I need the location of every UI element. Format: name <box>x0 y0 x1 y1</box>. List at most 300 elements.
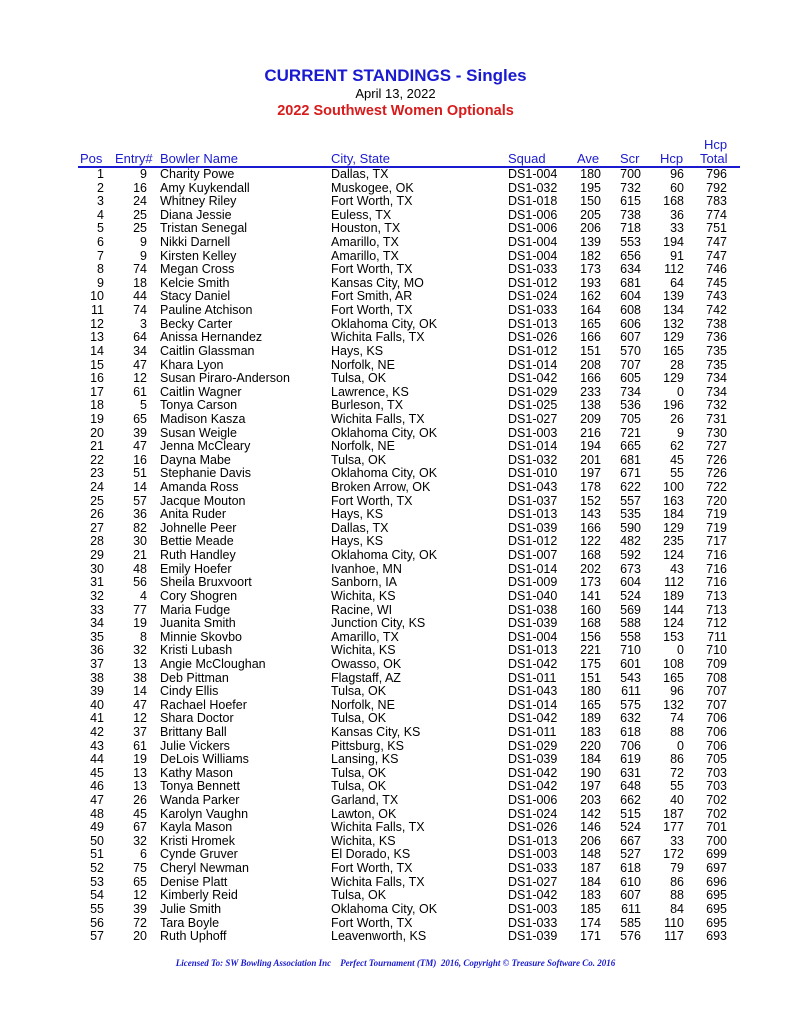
cell-city-state: Oklahoma City, OK <box>331 316 438 331</box>
cell-ave: 150 <box>580 194 601 209</box>
table-row <box>0 454 791 468</box>
cell-squad: DS1-033 <box>508 262 558 277</box>
cell-squad: DS1-014 <box>508 697 558 712</box>
table-row <box>0 481 791 495</box>
col-hcp-header: Hcp <box>660 151 684 166</box>
cell-entry: 37 <box>133 724 147 739</box>
cell-hcp: 165 <box>663 343 684 358</box>
cell-hcp: 134 <box>663 303 684 318</box>
cell-squad: DS1-042 <box>508 765 558 780</box>
cell-bowler-name: Stephanie Davis <box>160 466 252 481</box>
cell-entry: 82 <box>133 520 147 535</box>
cell-scr: 543 <box>620 670 641 685</box>
table-row <box>0 549 791 563</box>
cell-scr: 608 <box>620 303 641 318</box>
cell-hcp: 36 <box>670 207 684 222</box>
cell-ave: 139 <box>580 235 601 250</box>
cell-ave: 143 <box>580 507 601 522</box>
cell-city-state: Wichita Falls, TX <box>331 411 425 426</box>
cell-bowler-name: Bettie Meade <box>160 534 234 549</box>
table-row <box>0 195 791 209</box>
cell-hcp: 0 <box>677 738 684 753</box>
cell-squad: DS1-032 <box>508 452 558 467</box>
cell-city-state: Oklahoma City, OK <box>331 425 438 440</box>
cell-hcp-total: 693 <box>706 929 727 944</box>
cell-scr: 706 <box>620 738 641 753</box>
cell-pos: 24 <box>90 480 104 495</box>
cell-city-state: Fort Worth, TX <box>331 303 413 318</box>
cell-squad: DS1-026 <box>508 820 558 835</box>
cell-squad: DS1-004 <box>508 167 558 181</box>
cell-city-state: Norfolk, NE <box>331 697 395 712</box>
cell-entry: 64 <box>133 330 147 345</box>
cell-scr: 662 <box>620 793 641 808</box>
cell-bowler-name: Minnie Skovbo <box>160 629 242 644</box>
cell-pos: 25 <box>90 493 104 508</box>
cell-pos: 46 <box>90 779 104 794</box>
cell-hcp-total: 730 <box>706 425 727 440</box>
cell-hcp: 132 <box>663 316 684 331</box>
cell-ave: 201 <box>580 452 601 467</box>
cell-pos: 20 <box>90 425 104 440</box>
cell-hcp: 86 <box>670 752 684 767</box>
cell-entry: 14 <box>133 684 147 699</box>
cell-hcp: 117 <box>664 929 684 944</box>
cell-squad: DS1-007 <box>508 548 558 563</box>
cell-city-state: Oklahoma City, OK <box>331 548 438 563</box>
cell-ave: 173 <box>580 575 601 590</box>
cell-city-state: Racine, WI <box>331 602 393 617</box>
cell-bowler-name: Kimberly Reid <box>160 888 238 903</box>
cell-scr: 585 <box>620 915 641 930</box>
report-header <box>0 66 791 121</box>
cell-city-state: Dallas, TX <box>331 520 389 535</box>
cell-hcp: 33 <box>670 833 684 848</box>
footer <box>0 958 791 968</box>
cell-squad: DS1-033 <box>508 861 558 876</box>
table-row <box>0 644 791 658</box>
cell-bowler-name: Shara Doctor <box>160 711 234 726</box>
cell-hcp: 163 <box>663 493 684 508</box>
cell-hcp: 129 <box>663 330 684 345</box>
cell-bowler-name: Julie Smith <box>160 901 222 916</box>
cell-ave: 151 <box>580 670 601 685</box>
table-row <box>0 712 791 726</box>
cell-bowler-name: Madison Kasza <box>160 411 246 426</box>
cell-hcp-total: 695 <box>706 915 727 930</box>
cell-city-state: Euless, TX <box>331 207 392 222</box>
table-row <box>0 277 791 291</box>
cell-entry: 47 <box>133 697 147 712</box>
cell-ave: 209 <box>580 411 601 426</box>
cell-scr: 681 <box>620 452 641 467</box>
cell-hcp: 55 <box>670 466 684 481</box>
cell-squad: DS1-012 <box>508 275 558 290</box>
cell-hcp: 112 <box>664 575 684 590</box>
table-row <box>0 168 791 182</box>
cell-squad: DS1-042 <box>508 711 558 726</box>
cell-pos: 4 <box>97 207 104 222</box>
cell-city-state: Houston, TX <box>331 221 401 236</box>
cell-hcp: 110 <box>664 915 684 930</box>
cell-hcp-total: 734 <box>706 384 727 399</box>
cell-hcp-total: 706 <box>706 724 727 739</box>
table-row <box>0 794 791 808</box>
cell-bowler-name: Deb Pittman <box>160 670 229 685</box>
cell-pos: 48 <box>90 806 104 821</box>
cell-city-state: Oklahoma City, OK <box>331 466 438 481</box>
cell-entry: 19 <box>133 616 147 631</box>
table-row <box>0 685 791 699</box>
cell-entry: 39 <box>133 425 147 440</box>
table-row <box>0 182 791 196</box>
cell-pos: 52 <box>90 861 104 876</box>
cell-entry: 3 <box>140 316 147 331</box>
cell-entry: 12 <box>133 711 147 726</box>
cell-squad: DS1-027 <box>508 874 558 889</box>
cell-squad: DS1-003 <box>508 847 558 862</box>
cell-squad: DS1-013 <box>508 507 558 522</box>
cell-ave: 122 <box>580 534 601 549</box>
col-city-header: City, State <box>331 151 391 166</box>
cell-hcp: 112 <box>664 262 684 277</box>
cell-scr: 527 <box>620 847 641 862</box>
col-pos-header: Pos <box>80 151 103 166</box>
table-row <box>0 427 791 441</box>
cell-hcp: 62 <box>670 439 684 454</box>
cell-pos: 19 <box>90 411 104 426</box>
cell-scr: 604 <box>620 575 641 590</box>
cell-city-state: Kansas City, MO <box>331 275 424 290</box>
cell-pos: 2 <box>97 180 104 195</box>
table-row <box>0 359 791 373</box>
cell-city-state: Fort Worth, TX <box>331 493 413 508</box>
cell-pos: 16 <box>90 371 104 386</box>
cell-squad: DS1-042 <box>508 888 558 903</box>
cell-hcp-total: 722 <box>706 480 727 495</box>
cell-ave: 189 <box>580 711 601 726</box>
cell-scr: 515 <box>620 806 641 821</box>
cell-scr: 553 <box>620 235 641 250</box>
cell-squad: DS1-037 <box>508 493 558 508</box>
cell-entry: 38 <box>133 670 147 685</box>
cell-bowler-name: Caitlin Wagner <box>160 384 242 399</box>
cell-ave: 175 <box>580 656 601 671</box>
cell-bowler-name: Nikki Darnell <box>160 235 231 250</box>
cell-entry: 20 <box>133 929 147 944</box>
cell-hcp-total: 735 <box>706 357 727 372</box>
cell-city-state: Wichita Falls, TX <box>331 820 425 835</box>
cell-city-state: Lansing, KS <box>331 752 399 767</box>
footer-copyright: Perfect Tournament (TM) 2016, Copyright © Treasure Software Co. 2016 <box>340 958 616 968</box>
cell-pos: 38 <box>90 670 104 685</box>
table-row <box>0 903 791 917</box>
cell-ave: 233 <box>580 384 601 399</box>
cell-scr: 671 <box>620 466 641 481</box>
table-row <box>0 862 791 876</box>
cell-pos: 42 <box>90 724 104 739</box>
cell-bowler-name: Becky Carter <box>160 316 233 331</box>
cell-city-state: Fort Worth, TX <box>331 915 413 930</box>
cell-ave: 180 <box>580 684 601 699</box>
cell-hcp-total: 716 <box>706 561 727 576</box>
cell-hcp-total: 716 <box>706 548 727 563</box>
cell-hcp-total: 703 <box>706 765 727 780</box>
cell-entry: 25 <box>133 221 147 236</box>
col-total-header-line2: Total <box>700 151 728 166</box>
cell-hcp-total: 796 <box>706 167 727 181</box>
cell-bowler-name: Anissa Hernandez <box>160 330 263 345</box>
cell-hcp-total: 697 <box>706 861 727 876</box>
cell-ave: 178 <box>580 480 601 495</box>
cell-hcp: 129 <box>663 371 684 386</box>
cell-city-state: El Dorado, KS <box>331 847 411 862</box>
cell-scr: 590 <box>620 520 641 535</box>
cell-bowler-name: Emily Hoefer <box>160 561 232 576</box>
cell-pos: 6 <box>97 235 104 250</box>
cell-entry: 30 <box>133 534 147 549</box>
table-row <box>0 821 791 835</box>
cell-bowler-name: Cory Shogren <box>160 588 238 603</box>
cell-bowler-name: Diana Jessie <box>160 207 232 222</box>
cell-bowler-name: Cynde Gruver <box>160 847 238 862</box>
table-row <box>0 672 791 686</box>
table-row <box>0 318 791 332</box>
cell-pos: 12 <box>90 316 104 331</box>
cell-squad: DS1-039 <box>508 752 558 767</box>
cell-ave: 164 <box>580 303 601 318</box>
cell-ave: 193 <box>580 275 601 290</box>
cell-entry: 51 <box>133 466 147 481</box>
cell-hcp-total: 734 <box>706 371 727 386</box>
cell-bowler-name: Whitney Riley <box>160 194 237 209</box>
cell-hcp-total: 719 <box>706 520 727 535</box>
cell-city-state: Wichita Falls, TX <box>331 874 425 889</box>
cell-hcp: 28 <box>670 357 684 372</box>
cell-scr: 482 <box>620 534 641 549</box>
cell-hcp: 91 <box>670 248 684 263</box>
cell-scr: 605 <box>620 371 641 386</box>
cell-pos: 55 <box>90 901 104 916</box>
cell-hcp-total: 747 <box>706 235 727 250</box>
cell-entry: 67 <box>133 820 147 835</box>
col-entry-header: Entry# <box>115 151 153 166</box>
cell-entry: 18 <box>133 275 147 290</box>
cell-ave: 220 <box>580 738 601 753</box>
table-row <box>0 848 791 862</box>
cell-bowler-name: Rachael Hoefer <box>160 697 247 712</box>
cell-hcp: 64 <box>670 275 684 290</box>
cell-hcp-total: 710 <box>706 643 727 658</box>
cell-bowler-name: Julie Vickers <box>160 738 230 753</box>
cell-hcp: 139 <box>663 289 684 304</box>
cell-hcp-total: 751 <box>706 221 727 236</box>
cell-city-state: Wichita, KS <box>331 588 396 603</box>
cell-hcp-total: 747 <box>706 248 727 263</box>
table-row <box>0 250 791 264</box>
cell-hcp: 96 <box>670 684 684 699</box>
cell-pos: 54 <box>90 888 104 903</box>
cell-pos: 49 <box>90 820 104 835</box>
cell-scr: 558 <box>620 629 641 644</box>
cell-pos: 40 <box>90 697 104 712</box>
cell-entry: 12 <box>133 888 147 903</box>
cell-bowler-name: Cindy Ellis <box>160 684 219 699</box>
cell-pos: 33 <box>90 602 104 617</box>
cell-scr: 634 <box>620 262 641 277</box>
cell-ave: 185 <box>580 901 601 916</box>
cell-hcp: 0 <box>677 384 684 399</box>
cell-entry: 14 <box>133 480 147 495</box>
cell-scr: 665 <box>620 439 641 454</box>
cell-squad: DS1-006 <box>508 221 558 236</box>
table-row <box>0 222 791 236</box>
table-row <box>0 386 791 400</box>
cell-squad: DS1-040 <box>508 588 558 603</box>
cell-pos: 57 <box>90 929 104 944</box>
cell-scr: 700 <box>620 167 641 181</box>
cell-hcp-total: 713 <box>706 588 727 603</box>
table-row <box>0 440 791 454</box>
cell-hcp-total: 746 <box>706 262 727 277</box>
table-row <box>0 808 791 822</box>
cell-hcp-total: 774 <box>706 207 727 222</box>
cell-pos: 41 <box>90 711 104 726</box>
cell-entry: 74 <box>133 262 147 277</box>
col-ave-header: Ave <box>577 151 600 166</box>
cell-city-state: Tulsa, OK <box>331 779 387 794</box>
cell-ave: 206 <box>580 833 601 848</box>
cell-hcp: 9 <box>677 425 684 440</box>
cell-entry: 72 <box>133 915 147 930</box>
cell-pos: 14 <box>90 343 104 358</box>
cell-pos: 10 <box>90 289 104 304</box>
table-row <box>0 508 791 522</box>
cell-ave: 165 <box>580 316 601 331</box>
cell-scr: 710 <box>620 643 641 658</box>
cell-hcp-total: 707 <box>706 684 727 699</box>
cell-hcp-total: 726 <box>706 466 727 481</box>
cell-scr: 601 <box>620 656 641 671</box>
cell-hcp: 55 <box>670 779 684 794</box>
cell-bowler-name: Stacy Daniel <box>160 289 231 304</box>
cell-city-state: Hays, KS <box>331 507 384 522</box>
cell-scr: 732 <box>620 180 641 195</box>
cell-scr: 656 <box>620 248 641 263</box>
cell-ave: 166 <box>580 520 601 535</box>
cell-hcp-total: 702 <box>706 806 727 821</box>
cell-entry: 24 <box>133 194 147 209</box>
cell-hcp: 72 <box>670 765 684 780</box>
cell-hcp-total: 731 <box>706 411 727 426</box>
cell-hcp-total: 727 <box>706 439 727 454</box>
cell-hcp: 74 <box>670 711 684 726</box>
cell-squad: DS1-029 <box>508 384 558 399</box>
cell-pos: 1 <box>97 167 104 181</box>
cell-squad: DS1-013 <box>508 316 558 331</box>
cell-scr: 611 <box>621 684 641 699</box>
cell-city-state: Ivanhoe, MN <box>331 561 402 576</box>
cell-entry: 77 <box>133 602 147 617</box>
cell-hcp: 189 <box>663 588 684 603</box>
cell-city-state: Flagstaff, AZ <box>331 670 401 685</box>
cell-ave: 166 <box>580 371 601 386</box>
cell-hcp-total: 705 <box>706 752 727 767</box>
cell-city-state: Wichita, KS <box>331 833 396 848</box>
cell-squad: DS1-006 <box>508 793 558 808</box>
cell-pos: 56 <box>90 915 104 930</box>
cell-hcp-total: 701 <box>706 820 727 835</box>
cell-ave: 174 <box>580 915 601 930</box>
cell-squad: DS1-039 <box>508 520 558 535</box>
cell-squad: DS1-029 <box>508 738 558 753</box>
cell-entry: 47 <box>133 357 147 372</box>
cell-squad: DS1-013 <box>508 833 558 848</box>
cell-ave: 180 <box>580 167 601 181</box>
cell-squad: DS1-004 <box>508 235 558 250</box>
cell-entry: 34 <box>133 343 147 358</box>
table-row <box>0 617 791 631</box>
cell-bowler-name: Tara Boyle <box>160 915 220 930</box>
table-row <box>0 399 791 413</box>
table-row <box>0 331 791 345</box>
cell-hcp: 79 <box>670 861 684 876</box>
cell-hcp: 0 <box>677 643 684 658</box>
cell-pos: 30 <box>90 561 104 576</box>
cell-scr: 575 <box>620 697 641 712</box>
cell-ave: 190 <box>580 765 601 780</box>
cell-hcp-total: 706 <box>706 738 727 753</box>
cell-squad: DS1-038 <box>508 602 558 617</box>
cell-pos: 37 <box>90 656 104 671</box>
cell-hcp: 129 <box>663 520 684 535</box>
cell-bowler-name: Karolyn Vaughn <box>160 806 249 821</box>
cell-hcp-total: 707 <box>706 697 727 712</box>
cell-city-state: Tulsa, OK <box>331 452 387 467</box>
cell-bowler-name: Wanda Parker <box>160 793 240 808</box>
cell-entry: 65 <box>133 874 147 889</box>
cell-squad: DS1-003 <box>508 425 558 440</box>
table-row <box>0 209 791 223</box>
cell-entry: 13 <box>133 656 147 671</box>
cell-city-state: Tulsa, OK <box>331 371 387 386</box>
cell-scr: 606 <box>620 316 641 331</box>
table-row <box>0 263 791 277</box>
cell-bowler-name: Kristi Lubash <box>160 643 233 658</box>
cell-city-state: Hays, KS <box>331 343 384 358</box>
cell-bowler-name: Angie McCloughan <box>160 656 266 671</box>
cell-bowler-name: Megan Cross <box>160 262 235 277</box>
cell-scr: 524 <box>620 820 641 835</box>
cell-ave: 156 <box>580 629 601 644</box>
cell-bowler-name: Maria Fudge <box>160 602 231 617</box>
cell-hcp: 124 <box>663 616 684 631</box>
cell-entry: 48 <box>133 561 147 576</box>
cell-hcp: 88 <box>670 888 684 903</box>
cell-bowler-name: Caitlin Glassman <box>160 343 255 358</box>
cell-squad: DS1-024 <box>508 289 558 304</box>
cell-ave: 194 <box>580 439 601 454</box>
cell-hcp-total: 743 <box>706 289 727 304</box>
cell-scr: 610 <box>620 874 641 889</box>
cell-hcp: 60 <box>670 180 684 195</box>
cell-squad: DS1-003 <box>508 901 558 916</box>
cell-bowler-name: Susan Weigle <box>160 425 237 440</box>
table-row <box>0 631 791 645</box>
footer-license: Licensed To: SW Bowling Association Inc <box>175 958 332 968</box>
cell-entry: 56 <box>133 575 147 590</box>
cell-hcp: 168 <box>663 194 684 209</box>
